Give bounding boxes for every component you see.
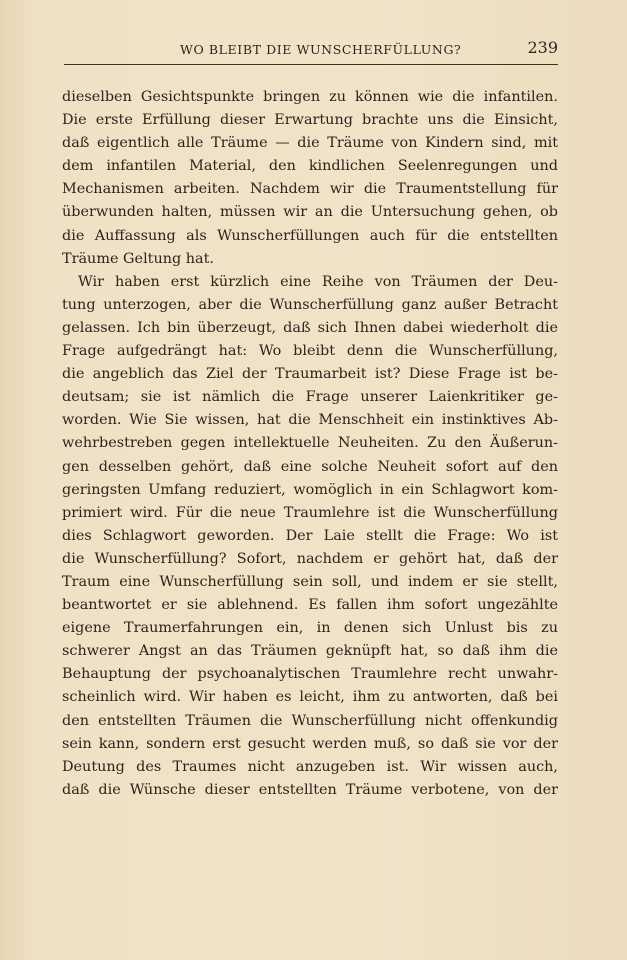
text-line: Frage aufgedrängt hat: Wo bleibt denn die Wunscherfüllung, [62,343,558,360]
text-line: deutsam; sie ist nämlich die Frage unserer Laienkritiker ge- [62,389,558,406]
text-line: Behauptung der psychoanalytischen Traumlehre recht unwahr- [62,666,558,683]
text-line: worden. Wie Sie wissen, hat die Menschheit ein instinktives Ab- [62,412,558,429]
text-line: die angeblich das Ziel der Traumarbeit ist? Diese Frage ist be- [62,366,558,383]
text-line: eigene Traumerfahrungen ein, in denen sich Unlust bis zu [62,620,558,637]
text-line: scheinlich wird. Wir haben es leicht, ihm zu antworten, daß bei [62,689,558,706]
text-line: Träume Geltung hat. [62,250,214,267]
text-line: Deutung des Traumes nicht anzugeben ist. Wir wissen auch, [62,758,558,775]
text-line: Die erste Erfüllung dieser Erwartung brachte uns die Einsicht, [62,112,558,129]
text-line: dem infantilen Material, den kindlichen Seelenregungen und [62,158,558,175]
text-line: Traum eine Wunscherfüllung sein soll, und indem er sie stellt, [62,573,558,590]
text-line: die Auffassung als Wunscherfüllungen auch für die entstellten [62,227,558,244]
text-line: primiert wird. Für die neue Traumlehre ist die Wunscherfüllung [62,504,558,521]
text-line: tung unterzogen, aber die Wunscherfüllung ganz außer Betracht [62,296,558,313]
text-line: wehrbestreben gegen intellektuelle Neuheiten. Zu den Äußerun- [62,435,558,452]
text-line: gelassen. Ich bin überzeugt, daß sich Ihnen dabei wiederholt die [62,319,558,336]
text-line: überwunden halten, müssen wir an die Untersuchung gehen, ob [62,204,558,221]
body-text [62,86,558,802]
text-line: daß eigentlich alle Träume — die Träume von Kindern sind, mit [62,135,558,152]
text-line: gen desselben gehört, daß eine solche Neuheit sofort auf den [62,458,558,475]
text-line: den entstellten Träumen die Wunscherfüllung nicht offenkundig [62,712,558,729]
text-line: sein kann, sondern erst gesucht werden muß, so daß sie vor der [62,735,558,752]
text-line: Wir haben erst kürzlich eine Reihe von Träumen der Deu- [78,273,558,290]
text-line: dies Schlagwort geworden. Der Laie stellt die Frage: Wo ist [62,527,558,544]
running-head: WO BLEIBT DIE WUNSCHERFÜLLUNG? [180,42,462,57]
text-line: die Wunscherfüllung? Sofort, nachdem er gehört hat, daß der [62,550,558,567]
page-header [62,38,558,62]
text-line: dieselben Gesichtspunkte bringen zu können wie die infantilen. [62,89,558,105]
header-rule [64,64,558,65]
text-line: beantwortet er sie ablehnend. Es fallen ihm sofort ungezählte [62,597,558,614]
text-line: Mechanismen arbeiten. Nachdem wir die Traumentstellung für [62,181,558,198]
text-line: schwerer Angst an das Träumen geknüpft hat, so daß ihm die [62,643,558,660]
text-line: geringsten Umfang reduziert, womöglich in ein Schlagwort kom- [62,481,558,498]
text-line: daß die Wünsche dieser entstellten Träume verbotene, von der [62,781,558,798]
page-number: 239 [527,38,558,57]
